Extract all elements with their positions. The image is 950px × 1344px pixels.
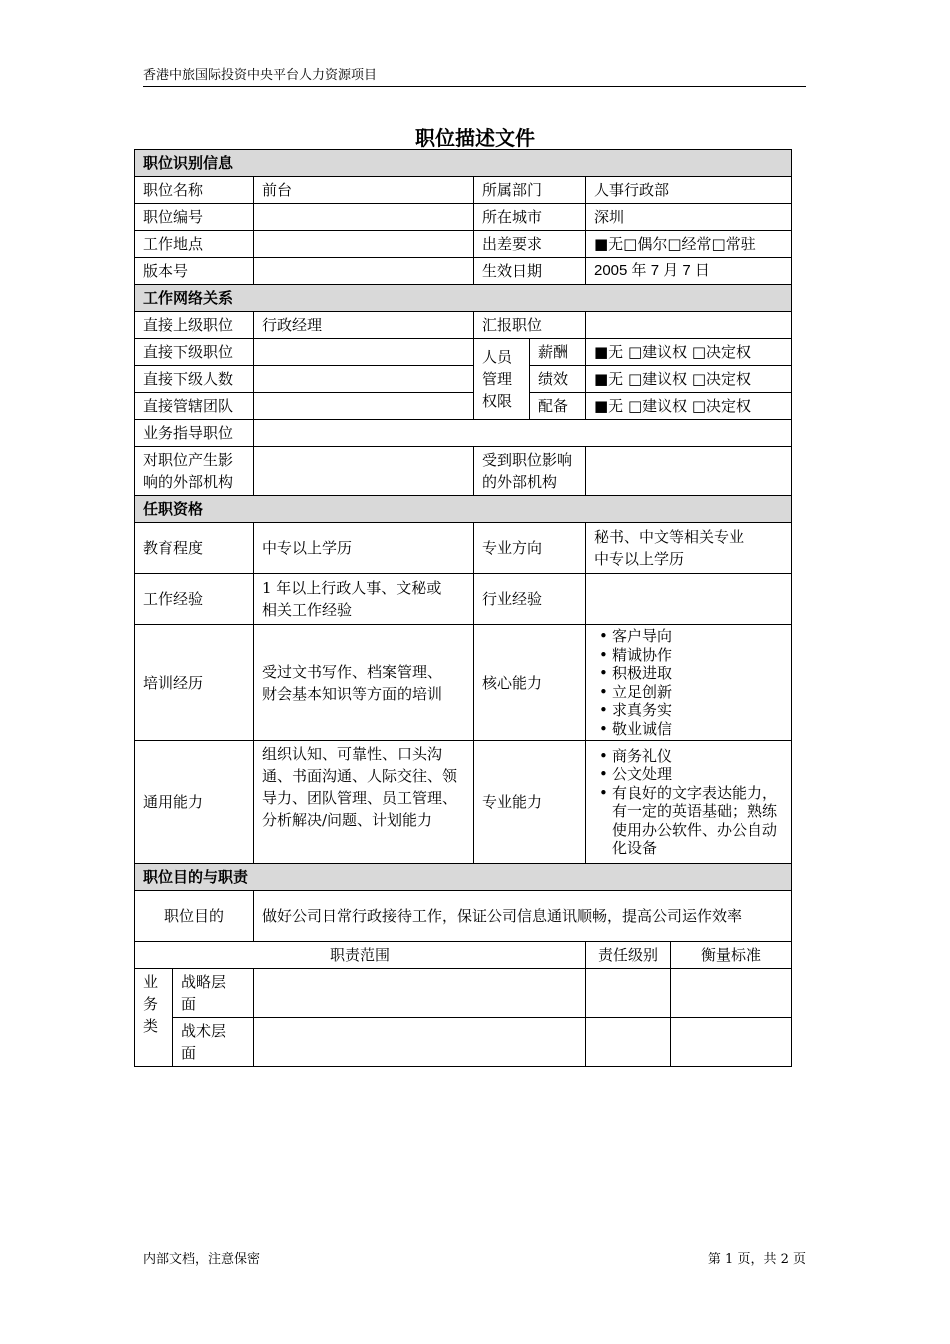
position-no-value <box>254 204 474 231</box>
staffing-value: ■无 □建议权 □决定权 <box>586 393 792 420</box>
travel-label: 出差要求 <box>474 231 586 258</box>
position-name-value: 前台 <box>254 177 474 204</box>
industry-label: 行业经验 <box>474 574 586 625</box>
business-char-3: 类 <box>143 1017 159 1035</box>
strategic-measure-value <box>671 969 792 1018</box>
professional-ability-list <box>586 741 792 864</box>
list-item: • 敬业诚信 <box>612 720 783 739</box>
general-line2: 通、书面沟通、人际交往、领 <box>262 767 458 785</box>
strategic-line2: 面 <box>181 995 197 1013</box>
document-title: 职位描述文件 <box>415 126 535 150</box>
section-identification: 职位识别信息 <box>135 150 792 177</box>
external-affected-label-line1: 受到职位影响 <box>482 451 573 469</box>
list-item: • 客户导向 <box>612 627 783 646</box>
team-value <box>254 393 474 420</box>
general-line4: 分析解决/问题、计划能力 <box>262 811 433 829</box>
list-item: • 求真务实 <box>612 701 783 720</box>
travel-value: ■无□偶尔□经常□常驻 <box>586 231 792 258</box>
strategic-level-value <box>586 969 671 1018</box>
measure-header: 衡量标准 <box>671 942 792 969</box>
purpose-value: 做好公司日常行政接待工作，保证公司信息通讯顺畅，提高公司运作效率 <box>254 891 792 942</box>
tactical-line2: 面 <box>181 1044 197 1062</box>
external-influence-label-line2: 响的外部机构 <box>143 473 234 491</box>
training-line2: 财会基本知识等方面的培训 <box>262 684 443 703</box>
subordinate-count-value <box>254 366 474 393</box>
performance-value: ■无 □建议权 □决定权 <box>586 366 792 393</box>
business-category-label <box>135 969 173 1067</box>
section-purpose: 职位目的与职责 <box>135 864 792 891</box>
list-item: • 立足创新 <box>612 683 783 702</box>
scope-header: 职责范围 <box>135 942 586 969</box>
staffing-label: 配备 <box>530 393 586 420</box>
list-item: • 积极进取 <box>612 664 783 683</box>
effective-date-label: 生效日期 <box>474 258 586 285</box>
core-ability-label: 核心能力 <box>474 625 586 741</box>
location-value <box>254 231 474 258</box>
section-qualifications: 任职资格 <box>135 496 792 523</box>
level-header: 责任级别 <box>586 942 671 969</box>
industry-value <box>586 574 792 625</box>
guidance-label: 业务指导职位 <box>135 420 254 447</box>
major-line1: 秘书、中文等相关专业 <box>594 528 745 546</box>
team-label: 直接管辖团队 <box>135 393 254 420</box>
personnel-label-3: 权限 <box>482 392 513 410</box>
professional-ability-label: 专业能力 <box>474 741 586 864</box>
page-header: 香港中旅国际投资中央平台人力资源项目 <box>143 64 806 87</box>
external-influence-label <box>135 447 254 496</box>
strategic-scope-value <box>254 969 586 1018</box>
experience-label: 工作经验 <box>135 574 254 625</box>
city-label: 所在城市 <box>474 204 586 231</box>
subordinate-label: 直接下级职位 <box>135 339 254 366</box>
position-no-label: 职位编号 <box>135 204 254 231</box>
business-char-2: 务 <box>143 995 159 1013</box>
external-affected-label-line2: 的外部机构 <box>482 473 558 491</box>
personnel-label-1: 人员 <box>482 348 513 366</box>
external-affected-label <box>474 447 586 496</box>
list-item: • 公文处理 <box>612 765 783 784</box>
subordinate-count-label: 直接下级人数 <box>135 366 254 393</box>
training-value <box>254 625 474 741</box>
subordinate-value <box>254 339 474 366</box>
major-line2: 中专以上学历 <box>594 550 685 568</box>
list-item: • 精诚协作 <box>612 646 783 665</box>
report-label: 汇报职位 <box>474 312 586 339</box>
tactical-level-value <box>586 1018 671 1067</box>
performance-label: 绩效 <box>530 366 586 393</box>
core-ability-list <box>586 625 792 741</box>
personnel-label-2: 管理 <box>482 370 513 388</box>
external-affected-value <box>586 447 792 496</box>
tactical-line1: 战术层 <box>181 1022 227 1040</box>
footer-page-number: 第 1 页，共 2 页 <box>707 1252 806 1267</box>
section-network: 工作网络关系 <box>135 285 792 312</box>
major-value <box>586 523 792 574</box>
salary-label: 薪酬 <box>530 339 586 366</box>
personnel-authority-label <box>474 339 530 420</box>
job-description-table <box>134 149 792 1067</box>
list-item: • 商务礼仪 <box>612 747 783 766</box>
experience-line1: 1 年以上行政人事、文秘或 <box>262 579 442 597</box>
major-label: 专业方向 <box>474 523 586 574</box>
purpose-label: 职位目的 <box>135 891 254 942</box>
training-label: 培训经历 <box>135 625 254 741</box>
strategic-line1: 战略层 <box>181 973 227 991</box>
superior-value: 行政经理 <box>254 312 474 339</box>
footer-confidential: 内部文档，注意保密 <box>143 1252 261 1267</box>
education-value: 中专以上学历 <box>254 523 474 574</box>
tactical-label <box>173 1018 254 1067</box>
department-label: 所属部门 <box>474 177 586 204</box>
superior-label: 直接上级职位 <box>135 312 254 339</box>
salary-value: ■无 □建议权 □决定权 <box>586 339 792 366</box>
experience-line2: 相关工作经验 <box>262 601 353 619</box>
external-influence-label-line1: 对职位产生影 <box>143 451 234 469</box>
effective-date-value: 2005 年 7 月 7 日 <box>586 258 792 285</box>
training-line1: 受过文书写作、档案管理、 <box>262 662 443 681</box>
education-label: 教育程度 <box>135 523 254 574</box>
experience-value <box>254 574 474 625</box>
tactical-measure-value <box>671 1018 792 1067</box>
business-char-1: 业 <box>143 973 159 991</box>
city-value: 深圳 <box>586 204 792 231</box>
report-value <box>586 312 792 339</box>
tactical-scope-value <box>254 1018 586 1067</box>
guidance-value <box>254 420 792 447</box>
version-label: 版本号 <box>135 258 254 285</box>
strategic-label <box>173 969 254 1018</box>
version-value <box>254 258 474 285</box>
position-name-label: 职位名称 <box>135 177 254 204</box>
general-line1: 组织认知、可靠性、口头沟 <box>262 745 443 763</box>
department-value: 人事行政部 <box>586 177 792 204</box>
general-ability-label: 通用能力 <box>135 741 254 864</box>
location-label: 工作地点 <box>135 231 254 258</box>
general-line3: 导力、团队管理、员工管理、 <box>262 789 458 807</box>
list-item: • 有良好的文字表达能力，有一定的英语基础；熟练使用办公软件、办公自动化设备 <box>612 784 783 858</box>
external-influence-value <box>254 447 474 496</box>
general-ability-value <box>254 741 474 864</box>
